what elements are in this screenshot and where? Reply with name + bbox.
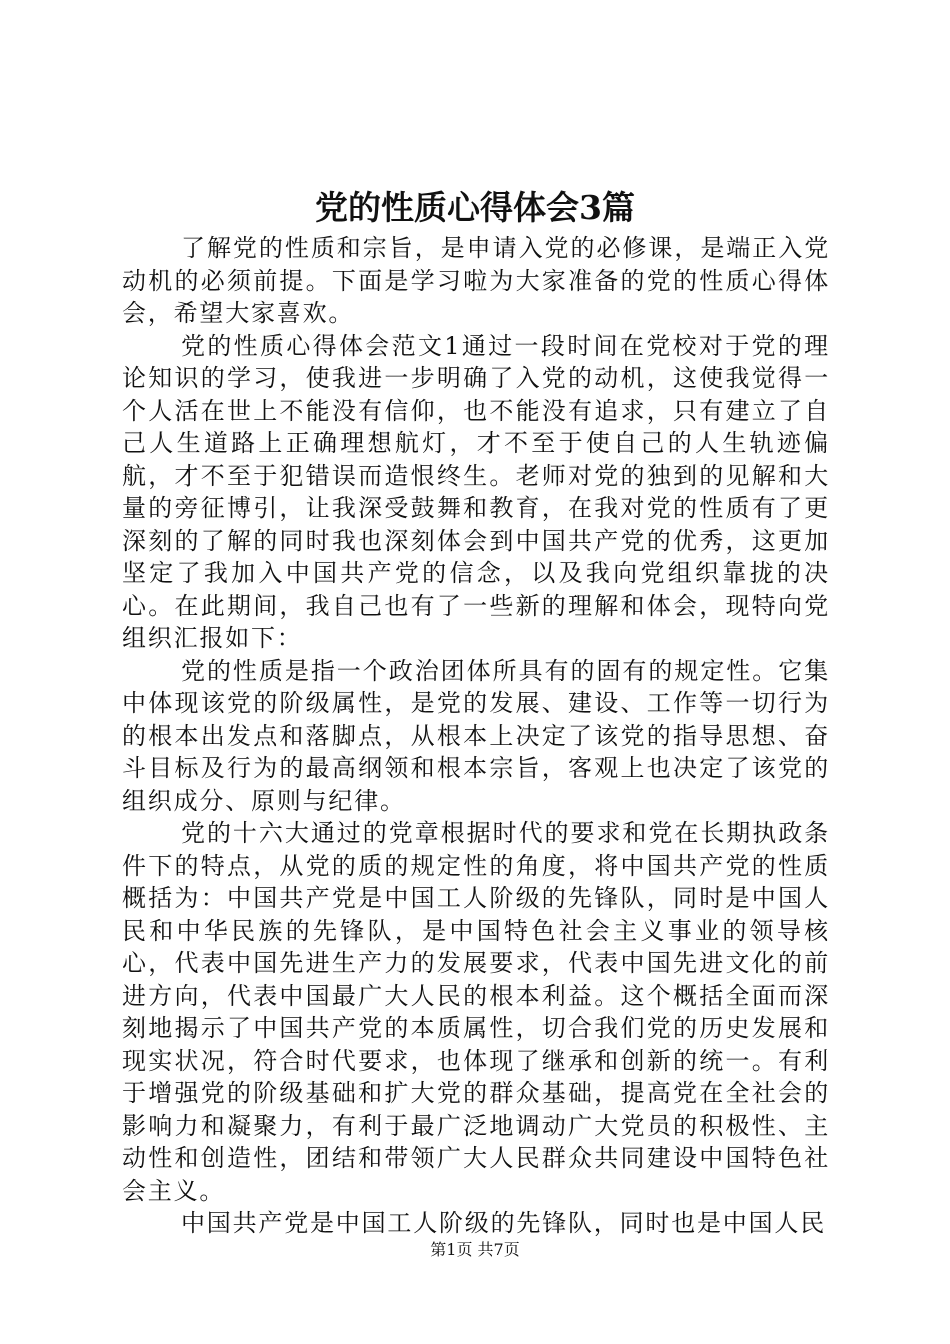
paragraph-intro: 了解党的性质和宗旨，是申请入党的必修课，是端正入党动机的必须前提。下面是学习啦为大家准备的党的性质心得体会，希望大家喜欢。 [122, 234, 830, 327]
page-title: 党的性质心得体会3篇 [315, 188, 635, 227]
page-footer: 第1页 共7页 [430, 1240, 520, 1259]
paragraph-sixteenth-congress: 党的十六大通过的党章根据时代的要求和党在长期执政条件下的特点，从党的质的规定性的角度，将中国共产党的性质概括为：中国共产党是中国工人阶级的先锋队，同时是中国人民和中华民族的先锋队，是中国特色社会主义事业的领导核心，代表中国先进生产力的发展要求，代表中国先进文化的前进方向，代表中国最广大人民的根本利益。这个概括全面而深刻地揭示了中国共产党的本质属性，切合我们党的历史发展和现实状况，符合时代要求，也体现了继承和创新的统一。有利于增强党的阶级基础和扩大党的群众基础，提高党在全社会的影响力和凝聚力，有利于最广泛地调动广大党员的积极性、主动性和创造性，团结和带领广大人民群众共同建设中国特色社会主义。 [122, 819, 830, 1205]
paragraph-party-nature: 党的性质是指一个政治团体所具有的固有的规定性。它集中体现该党的阶级属性，是党的发展、建设、工作等一切行为的根本出发点和落脚点，从根本上决定了该党的指导思想、奋斗目标及行为的最高纲领和根本宗旨，客观上也决定了该党的组织成分、原则与纪律。 [122, 656, 830, 815]
document-body [122, 232, 830, 1240]
paragraph-vanguard: 中国共产党是中国工人阶级的先锋队，同时也是中国人民 [181, 1209, 826, 1237]
paragraph-essay-1: 党的性质心得体会范文1通过一段时间在党校对于党的理论知识的学习，使我进一步明确了入党的动机，这使我觉得一个人活在世上不能没有信仰，也不能没有追求，只有建立了自己人生道路上正确理想航灯，才不至于使自己的人生轨迹偏航，才不至于犯错误而造恨终生。老师对党的独到的见解和大量的旁征博引，让我深受鼓舞和教育，在我对党的性质有了更深刻的了解的同时我也深刻体会到中国共产党的优秀，这更加坚定了我加入中国共产党的信念，以及我向党组织靠拢的决心。在此期间，我自己也有了一些新的理解和体会，现特向党组织汇报如下： [122, 331, 830, 652]
